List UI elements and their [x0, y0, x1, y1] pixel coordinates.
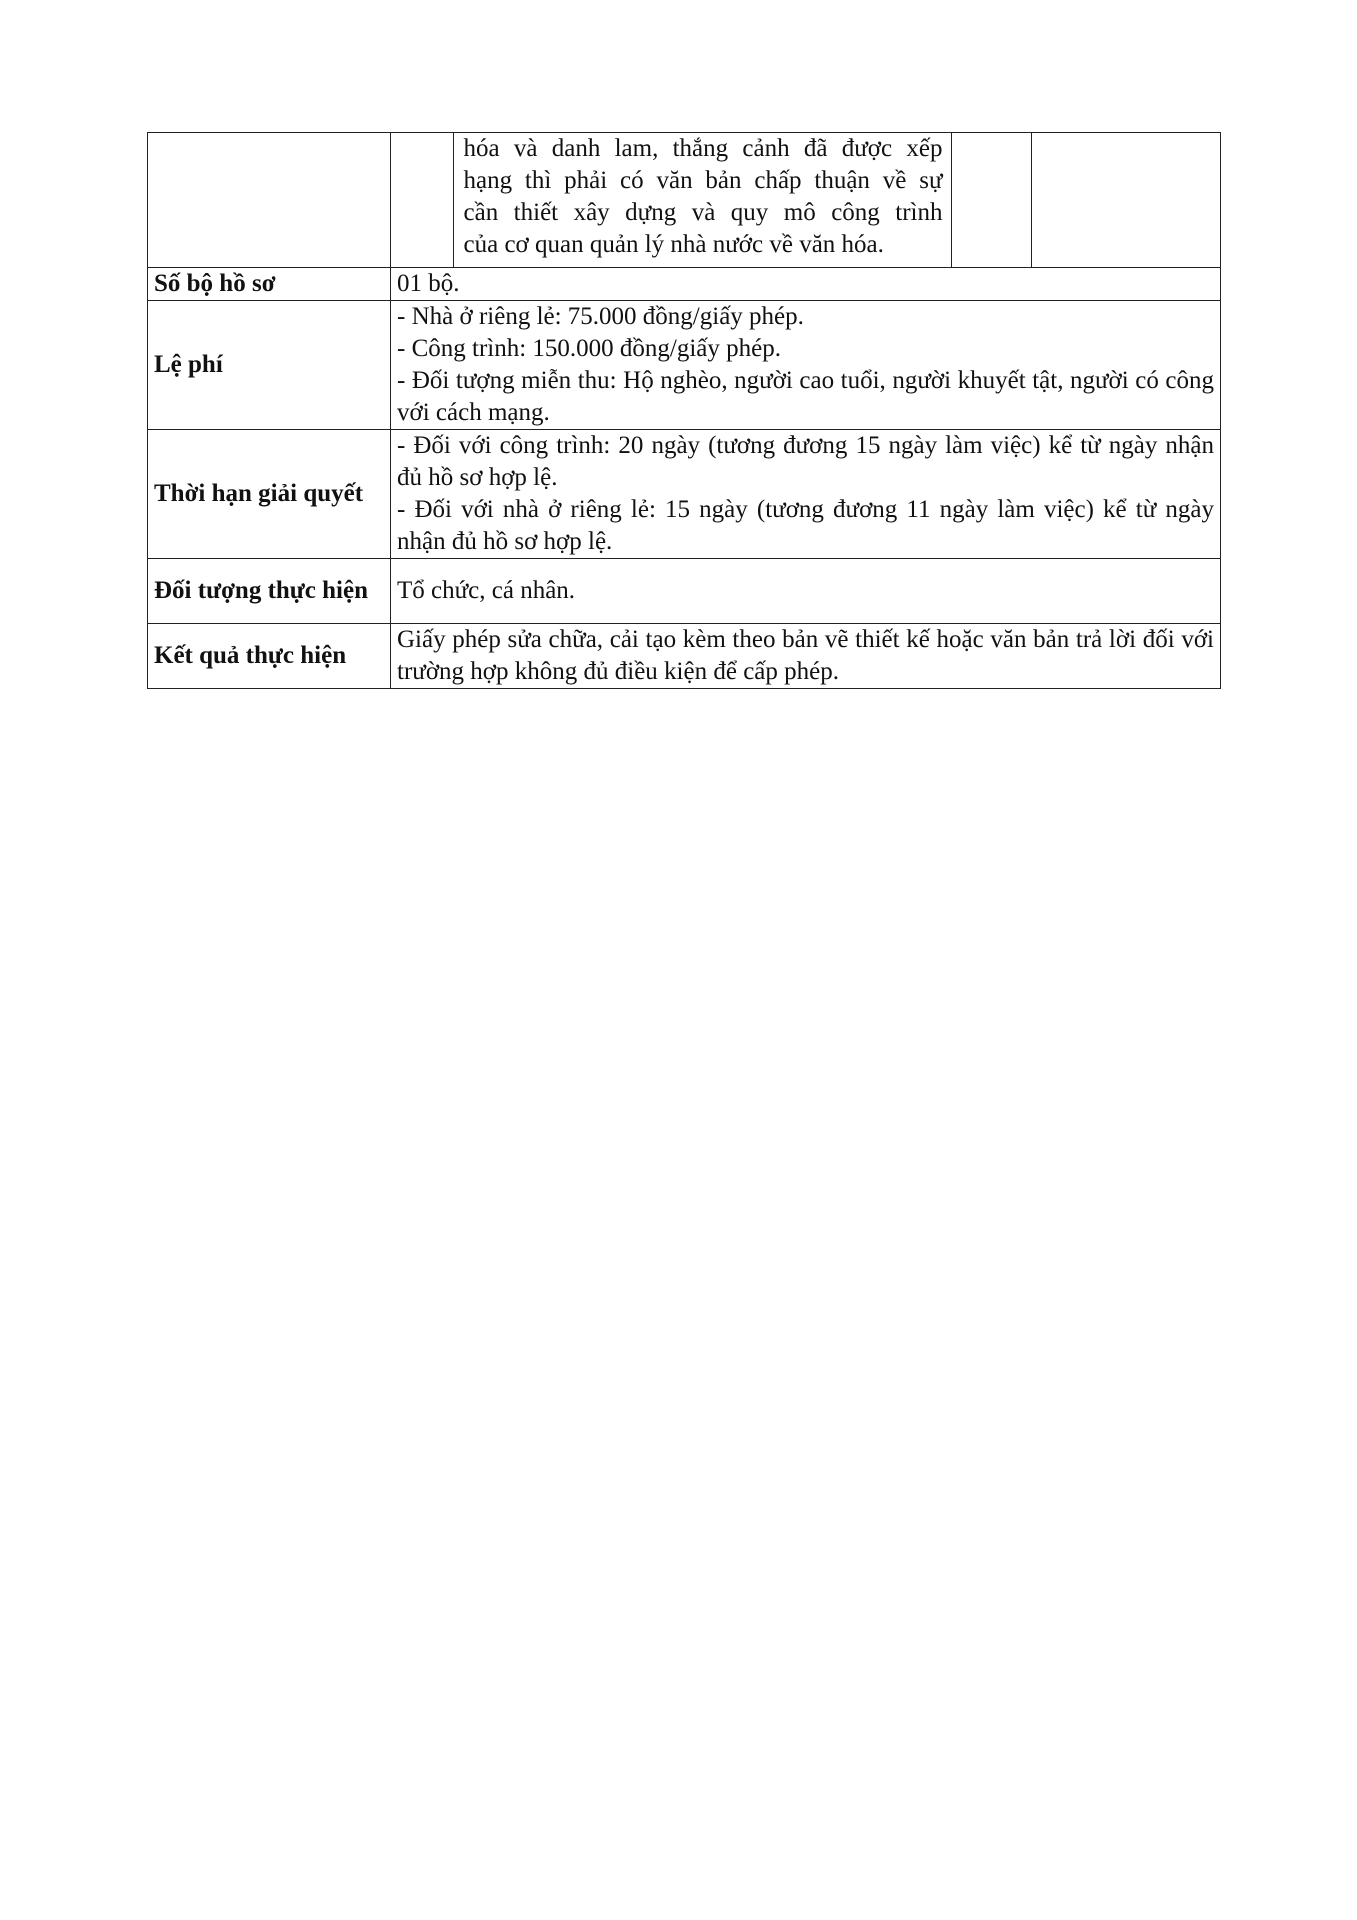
continuation-inner-table: [391, 133, 1221, 267]
continuation-text-cell: [453, 133, 951, 267]
row-label: Đối tượng thực hiện: [148, 559, 391, 624]
row-label: Lệ phí: [148, 301, 391, 430]
continuation-line: hóa và danh lam, thắng cảnh đã được xếp: [463, 135, 943, 162]
row-le-phi: [148, 301, 1221, 430]
inner-cell-blank-1: [951, 133, 1031, 267]
inner-cell-blank-2: [1031, 133, 1221, 267]
inner-cell-index: [391, 133, 453, 267]
fee-line: - Đối tượng miễn thu: Hộ nghèo, người cao tuổi, người khuyết tật, người có công với cách mạng.: [397, 367, 1214, 426]
row-label: Kết quả thực hiện: [148, 624, 391, 689]
row-value: [391, 301, 1221, 430]
continuation-label-cell: [148, 133, 391, 268]
procedure-table: [147, 132, 1221, 689]
continuation-content-cell: [391, 133, 1221, 268]
continuation-line: cần thiết xây dựng và quy mô công trình: [463, 199, 943, 226]
row-value: Tổ chức, cá nhân.: [391, 559, 1221, 624]
row-value: [391, 430, 1221, 559]
continuation-row: [148, 133, 1221, 268]
row-label: Thời hạn giải quyết: [148, 430, 391, 559]
deadline-line: - Đối với công trình: 20 ngày (tương đương 15 ngày làm việc) kể từ ngày nhận đủ hồ sơ hợp lệ.: [397, 432, 1214, 491]
fee-line: - Công trình: 150.000 đồng/giấy phép.: [397, 335, 781, 362]
row-value: 01 bộ.: [391, 268, 1221, 301]
continuation-line: của cơ quan quản lý nhà nước về văn hóa.: [463, 231, 884, 258]
deadline-line: - Đối với nhà ở riêng lẻ: 15 ngày (tương đương 11 ngày làm việc) kể từ ngày nhận đủ hồ sơ hợp lệ.: [397, 496, 1214, 555]
row-value: Giấy phép sửa chữa, cải tạo kèm theo bản vẽ thiết kế hoặc văn bản trả lời đối với trường hợp không đủ điều kiện để cấp phép.: [391, 624, 1221, 689]
row-doi-tuong: [148, 559, 1221, 624]
fee-line: - Nhà ở riêng lẻ: 75.000 đồng/giấy phép.: [397, 303, 804, 330]
continuation-line: hạng thì phải có văn bản chấp thuận về sự: [463, 167, 943, 194]
row-so-bo-ho-so: [148, 268, 1221, 301]
row-ket-qua: [148, 624, 1221, 689]
row-thoi-han: [148, 430, 1221, 559]
row-label: Số bộ hồ sơ: [148, 268, 391, 301]
